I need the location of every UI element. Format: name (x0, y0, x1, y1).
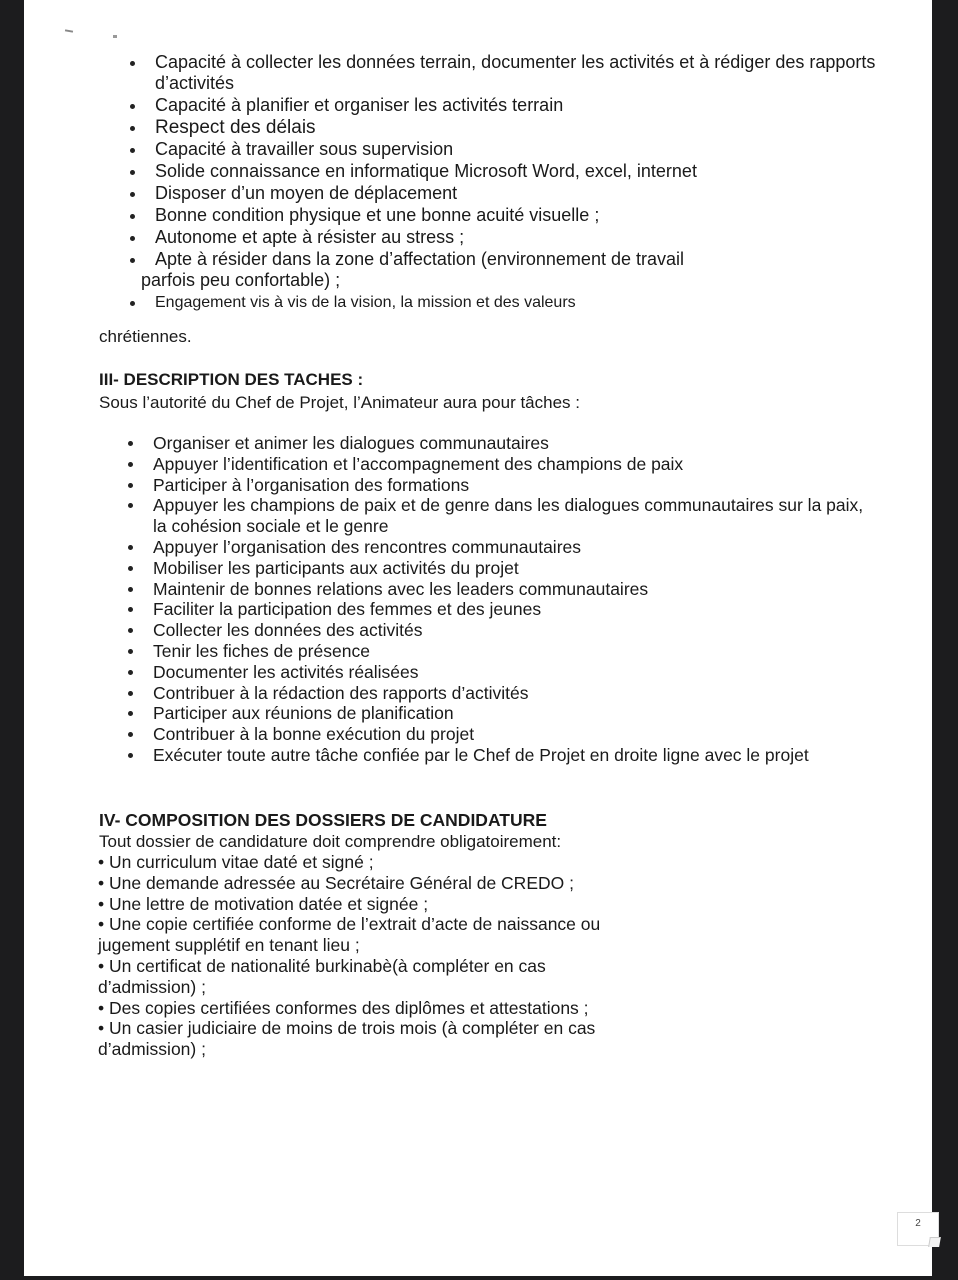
bullet-icon (128, 503, 133, 508)
list-item (128, 433, 918, 454)
bullet-icon (130, 170, 135, 175)
list-item (130, 292, 910, 313)
list-item (128, 620, 918, 641)
list-item-text: Maintenir de bonnes relations avec les leaders communautaires (153, 578, 649, 599)
list-item (128, 495, 918, 537)
documents-list (98, 852, 658, 1060)
list-item-text: Appuyer l’identification et l’accompagnement des champions de paix (153, 453, 684, 474)
list-item (130, 183, 910, 204)
requirements-tail: chrétiennes. (99, 327, 192, 346)
bullet-icon (128, 441, 133, 446)
bullet-icon (128, 732, 133, 737)
list-item-text-continued: d’activités (155, 73, 235, 93)
bullet-icon (130, 148, 135, 153)
bullet-icon (128, 753, 133, 758)
bullet-icon (130, 214, 135, 219)
list-item-text: Organiser et animer les dialogues communautaires (153, 433, 549, 453)
document-line: d’admission) ; (98, 1039, 206, 1060)
section-heading-tasks: III- DESCRIPTION DES TACHES : (99, 370, 364, 389)
list-item-text-continued: la cohésion sociale et le genre (153, 516, 389, 537)
list-item-text: Participer à l’organisation des formations (153, 474, 470, 495)
list-item (128, 475, 918, 496)
list-item (128, 579, 918, 600)
page-number-box (897, 1212, 939, 1246)
section-heading-application: IV- COMPOSITION DES DOSSIERS DE CANDIDATURE (99, 810, 547, 830)
list-item (128, 599, 918, 620)
list-item-text: Tenir les fiches de présence (153, 640, 370, 661)
document-line: d’admission) ; (98, 976, 206, 997)
list-item-text: Appuyer les champions de paix et de genre dans les dialogues communautaires sur la paix, (153, 495, 864, 516)
document-line: • Un curriculum vitae daté et signé ; (98, 852, 374, 872)
list-item-text: Appuyer l’organisation des rencontres communautaires (153, 536, 582, 557)
list-item (130, 117, 910, 138)
bullet-icon (130, 61, 135, 66)
list-item (128, 683, 918, 704)
list-item-text: Capacité à planifier et organiser les activités terrain (155, 95, 564, 115)
list-item-text: Mobiliser les participants aux activités du projet (153, 557, 519, 578)
document-line: jugement supplétif en tenant lieu ; (98, 935, 360, 956)
document-line: • Une copie certifiée conforme de l’extrait d’acte de naissance ou (98, 914, 601, 935)
scan-mark (65, 29, 73, 32)
list-item-text-continued: parfois peu confortable) ; (141, 270, 341, 290)
bullet-icon (130, 126, 135, 131)
list-item-text: Engagement vis à vis de la vision, la mission et des valeurs (155, 294, 576, 311)
list-item-text: Apte à résider dans la zone d’affectation (environnement de travail (155, 249, 684, 269)
bullet-icon (130, 104, 135, 109)
list-item (130, 249, 910, 291)
list-item (128, 662, 918, 683)
bullet-icon (128, 711, 133, 716)
document-page (24, 0, 932, 1276)
scan-mark (113, 35, 117, 38)
bullet-icon (128, 649, 133, 654)
list-item (128, 745, 918, 766)
section-intro-tasks: Sous l’autorité du Chef de Projet, l’Animateur aura pour tâches : (99, 393, 580, 412)
document-line: • Une demande adressée au Secrétaire Général de CREDO ; (98, 872, 574, 893)
list-item-text: Disposer d’un moyen de déplacement (155, 183, 458, 203)
page-curl-icon (928, 1237, 941, 1247)
page-number: 2 (915, 1218, 921, 1229)
list-item (130, 227, 910, 248)
bullet-icon (128, 607, 133, 612)
bullet-icon (130, 301, 135, 306)
bullet-icon (130, 236, 135, 241)
bullet-icon (128, 628, 133, 633)
list-item-text: Bonne condition physique et une bonne acuité visuelle ; (155, 205, 600, 225)
bullet-icon (130, 192, 135, 197)
list-item-text: Capacité à collecter les données terrain, documenter les activités et à rédiger des rapports (155, 52, 876, 72)
bullet-icon (130, 258, 135, 263)
list-item-text: Collecter les données des activités (153, 620, 423, 641)
list-item (130, 205, 910, 226)
bullet-icon (128, 462, 133, 467)
list-item-text: Participer aux réunions de planification (153, 703, 454, 724)
list-item (128, 641, 918, 662)
list-item-text: Autonome et apte à résister au stress ; (155, 227, 465, 247)
bullet-icon (128, 670, 133, 675)
list-item-text: Contribuer à la bonne exécution du projet (153, 724, 475, 745)
bullet-icon (128, 587, 133, 592)
document-line: • Un casier judiciaire de moins de trois mois (à compléter en cas (98, 1018, 596, 1039)
bullet-icon (128, 545, 133, 550)
tasks-list (128, 433, 918, 766)
list-item-text: Documenter les activités réalisées (153, 661, 419, 682)
list-item (130, 139, 910, 160)
list-item (128, 454, 918, 475)
list-item (128, 724, 918, 745)
list-item-text: Capacité à travailler sous supervision (155, 139, 454, 159)
list-item (128, 537, 918, 558)
section-intro-application: Tout dossier de candidature doit comprendre obligatoirement: (99, 832, 562, 851)
list-item-text: Respect des délais (155, 117, 316, 138)
list-item (130, 52, 910, 94)
bullet-icon (128, 691, 133, 696)
document-line: • Une lettre de motivation datée et signée ; (98, 893, 429, 914)
list-item-text: Faciliter la participation des femmes et des jeunes (153, 599, 542, 620)
list-item-text: Exécuter toute autre tâche confiée par le Chef de Projet en droite ligne avec le projet (153, 744, 809, 765)
list-item (130, 95, 910, 116)
document-line: • Des copies certifiées conformes des diplômes et attestations ; (98, 997, 589, 1018)
bullet-icon (128, 566, 133, 571)
document-line: • Un certificat de nationalité burkinabè(à compléter en cas (98, 955, 546, 976)
list-item-text: Solide connaissance en informatique Microsoft Word, excel, internet (155, 161, 697, 181)
list-item (128, 558, 918, 579)
list-item (128, 703, 918, 724)
bullet-icon (128, 483, 133, 488)
list-item (130, 161, 910, 182)
requirements-list (130, 52, 910, 314)
list-item-text: Contribuer à la rédaction des rapports d’activités (153, 682, 529, 703)
